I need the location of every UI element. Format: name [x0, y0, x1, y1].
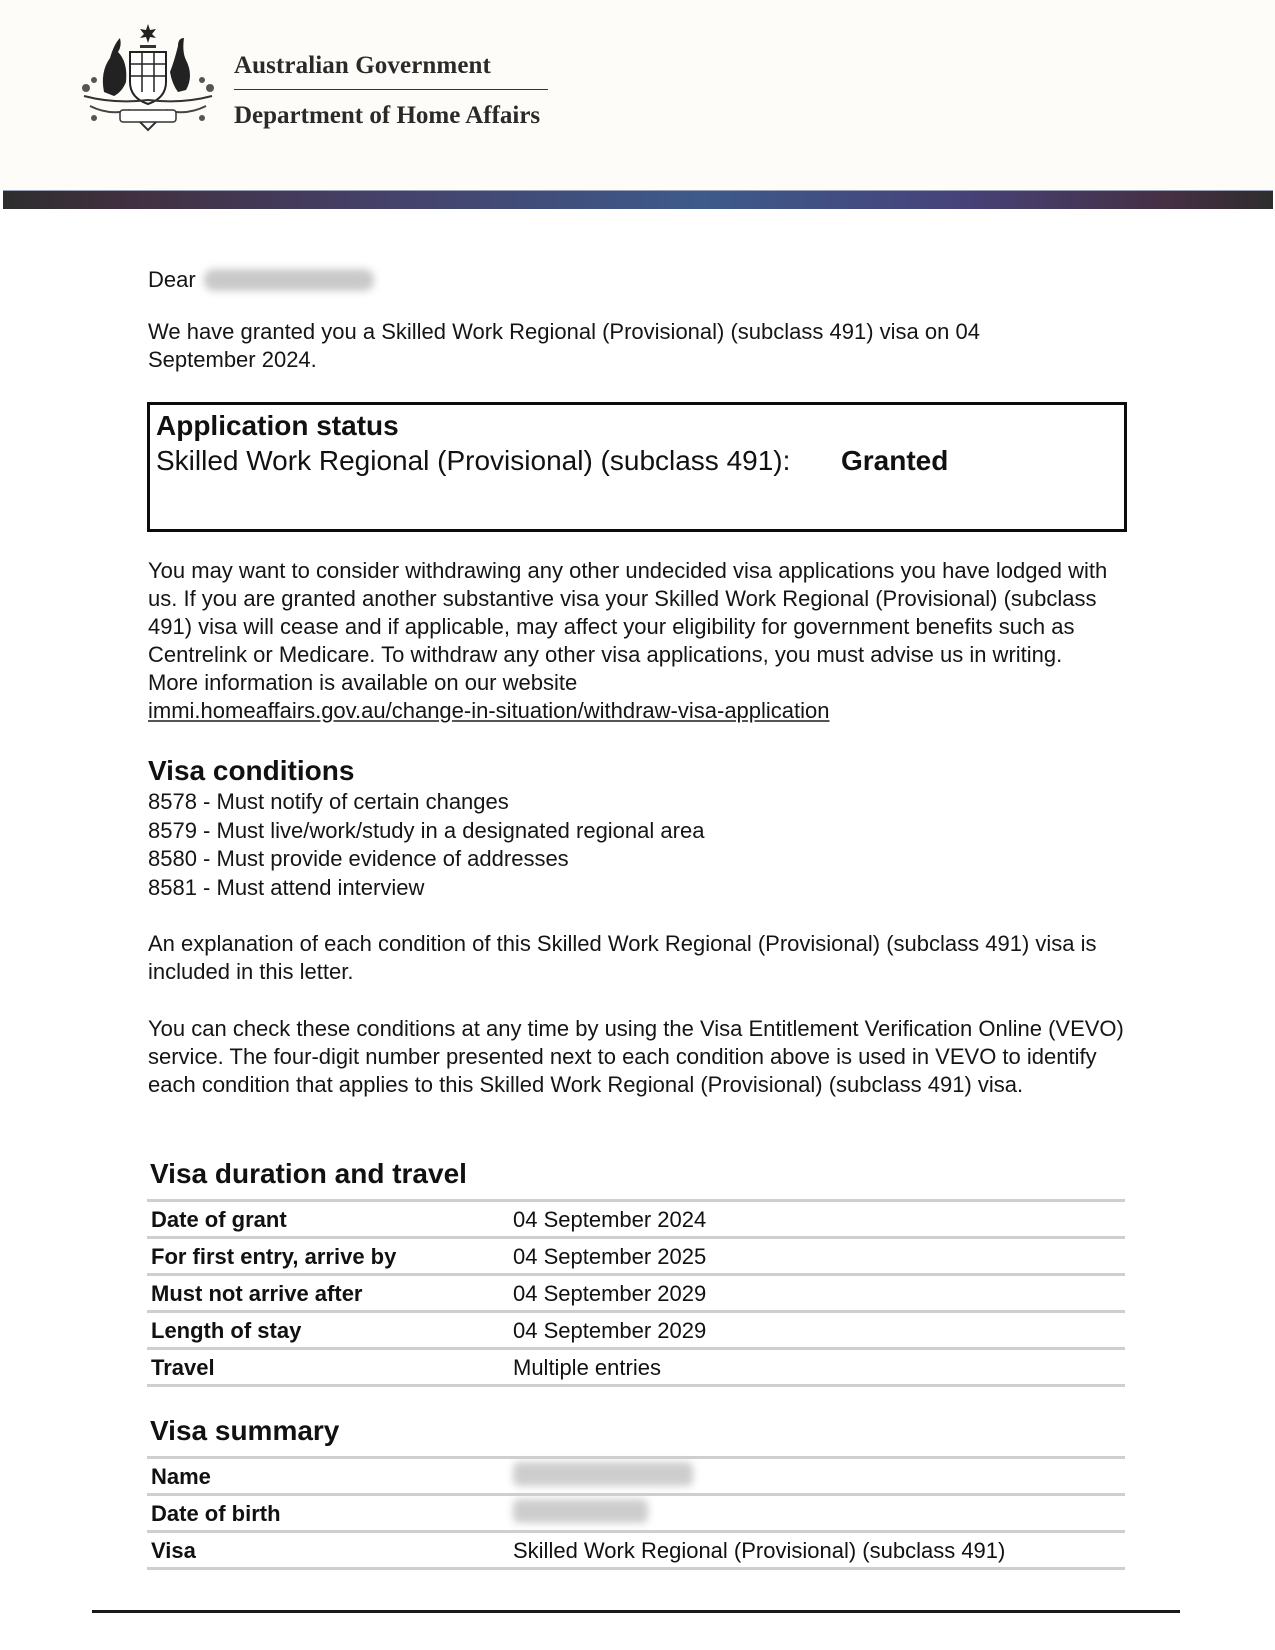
- application-status-visa: Skilled Work Regional (Provisional) (subclass 491):: [156, 445, 791, 476]
- condition-item: 8578 - Must notify of certain changes: [148, 789, 509, 814]
- table-row: [147, 1532, 1125, 1569]
- application-status-box: [147, 402, 1127, 532]
- row-value: 04 September 2029: [509, 1312, 1125, 1349]
- redacted-date-of-birth: [513, 1499, 648, 1523]
- row-label: Must not arrive after: [147, 1275, 509, 1312]
- condition-item: 8581 - Must attend interview: [148, 874, 425, 900]
- row-label: Travel: [147, 1349, 509, 1386]
- application-status-value: Granted: [841, 445, 949, 476]
- department-name: Department of Home Affairs: [234, 102, 541, 129]
- withdraw-notice: [148, 557, 1108, 725]
- row-value: 04 September 2024: [509, 1201, 1125, 1238]
- salutation-text: Dear: [148, 267, 196, 292]
- duration-travel-table: [147, 1199, 1125, 1387]
- visa-conditions-heading: Visa conditions: [148, 755, 355, 786]
- table-row: [147, 1275, 1125, 1312]
- table-row: [147, 1238, 1125, 1275]
- header-band: [3, 190, 1273, 209]
- application-status-title: Application status: [156, 410, 399, 441]
- row-label: Length of stay: [147, 1312, 509, 1349]
- condition-item: 8580 - Must provide evidence of addresses: [148, 846, 569, 871]
- row-label: For first entry, arrive by: [147, 1238, 509, 1275]
- row-label: Name: [147, 1458, 509, 1495]
- org-name: Australian Government: [234, 52, 491, 79]
- duration-travel-heading: Visa duration and travel: [150, 1158, 467, 1189]
- visa-summary-table: [147, 1456, 1125, 1570]
- vevo-paragraph: You can check these conditions at any time by using the Visa Entitlement Verification Online (VEVO) service. The four-digit number presented next to each condition above is used in VEVO to identify each condition that applies to this Skilled Work Regional (Provisional) (subclass 491) visa.: [148, 1016, 1124, 1097]
- table-row: [147, 1201, 1125, 1238]
- row-label: Visa: [147, 1532, 509, 1569]
- row-value: 04 September 2029: [509, 1275, 1125, 1312]
- table-row: [147, 1495, 1125, 1532]
- salutation: [148, 266, 1128, 294]
- row-value: Multiple entries: [509, 1349, 1125, 1386]
- row-value: Skilled Work Regional (Provisional) (subclass 491): [509, 1532, 1125, 1569]
- table-row: [147, 1349, 1125, 1386]
- table-row: [147, 1312, 1125, 1349]
- redacted-recipient-name: [204, 269, 374, 291]
- redacted-name: [513, 1462, 693, 1486]
- condition-item: 8579 - Must live/work/study in a designated regional area: [148, 817, 705, 843]
- row-label: Date of grant: [147, 1201, 509, 1238]
- visa-conditions-list: [148, 788, 1128, 902]
- row-label: Date of birth: [147, 1495, 509, 1532]
- table-row: [147, 1458, 1125, 1495]
- visa-summary-heading: Visa summary: [150, 1415, 340, 1446]
- letterhead-divider: [234, 89, 548, 90]
- conditions-explanation: An explanation of each condition of this Skilled Work Regional (Provisional) (subclass 491) visa is included in this letter.: [148, 931, 1097, 984]
- footer-divider: [92, 1610, 1180, 1613]
- letterhead: [0, 0, 1275, 190]
- coat-of-arms-icon: [74, 22, 222, 132]
- intro-paragraph: We have granted you a Skilled Work Regional (Provisional) (subclass 491) visa on 04 September 2024.: [148, 319, 980, 372]
- withdraw-visa-link[interactable]: immi.homeaffairs.gov.au/change-in-situation/withdraw-visa-application: [148, 698, 830, 723]
- withdraw-notice-text: You may want to consider withdrawing any other undecided visa applications you have lodged with us. If you are granted another substantive visa your Skilled Work Regional (Provisional) (subclass 491) visa will cease and if applicable, may affect your eligibility for government benefits such as Centrelink or Medicare. To withdraw any other visa applications, you must advise us in writing. More information is available on our website: [148, 558, 1108, 695]
- row-value: 04 September 2025: [509, 1238, 1125, 1275]
